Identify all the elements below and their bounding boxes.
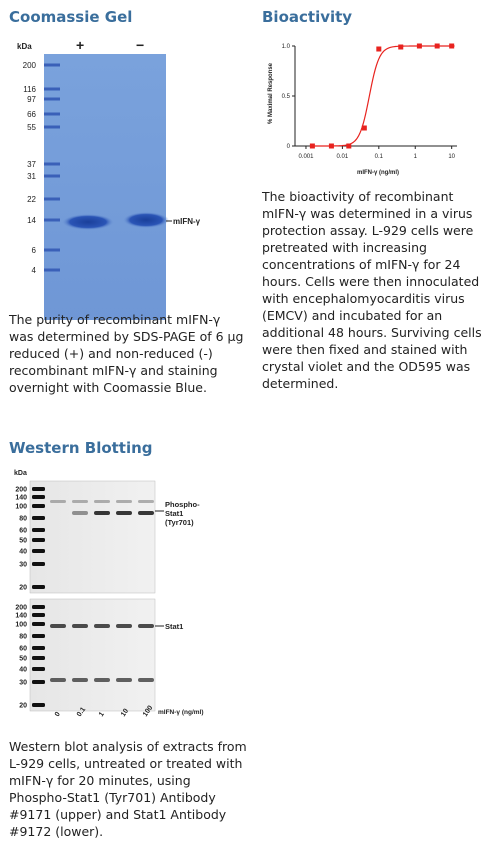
band-label: mIFN-γ [173, 217, 201, 226]
chart-points [310, 44, 454, 149]
lane-label: 1 [97, 710, 106, 719]
lower-band-30 [72, 678, 88, 682]
coomassie-gel-figure [6, 36, 206, 326]
marker-label: 55 [27, 123, 36, 132]
data-point [398, 45, 403, 50]
upper-label-1: Phospho- [165, 500, 200, 509]
ladder-band [44, 175, 60, 178]
upper-band-faint [72, 500, 88, 503]
marker-label: 200 [15, 486, 27, 494]
ladder-band [32, 656, 45, 660]
lane-label: 0 [53, 710, 62, 719]
marker-label: 30 [19, 561, 27, 569]
band-reduced [62, 214, 114, 230]
ladder-band [32, 680, 45, 684]
ladder-band [32, 667, 45, 671]
ladder-band [32, 504, 45, 508]
ladder-band [44, 269, 60, 272]
marker-label: 30 [19, 679, 27, 687]
x-tick-label: 0.001 [298, 154, 314, 160]
ladder-band [32, 538, 45, 542]
x-tick-label: 1 [413, 154, 417, 160]
marker-label: 20 [19, 702, 27, 710]
marker-label: 37 [27, 160, 36, 169]
upper-band-faint [94, 500, 110, 503]
marker-label: 22 [27, 195, 36, 204]
ladder-band [32, 646, 45, 650]
marker-label: 60 [19, 527, 27, 535]
data-point [376, 47, 381, 52]
data-point [362, 126, 367, 131]
lane-label: 0.1 [75, 706, 88, 719]
data-point [449, 44, 454, 49]
marker-label: 60 [19, 645, 27, 653]
marker-label: 97 [27, 95, 36, 104]
chart-ylabel: % Maximal Response [268, 62, 274, 124]
chart-fit-curve [312, 46, 454, 146]
marker-label: 4 [31, 266, 36, 275]
ladder-band [44, 249, 60, 252]
lower-band-30 [138, 678, 154, 682]
marker-label: 80 [19, 633, 27, 641]
marker-label: 100 [15, 621, 27, 629]
marker-label: 80 [19, 515, 27, 523]
chart-x-ticks [298, 146, 455, 160]
ladder-band [32, 528, 45, 532]
gel-background [44, 54, 166, 320]
band-nonreduced [123, 212, 169, 228]
ladder-band [32, 516, 45, 520]
x-tick-label: 0.01 [336, 154, 349, 160]
data-point [346, 144, 351, 149]
lower-band-30 [116, 678, 132, 682]
x-tick-label: 0.1 [374, 154, 383, 160]
stat1-band [116, 624, 132, 628]
marker-label: 66 [27, 110, 36, 119]
ladder-band [44, 198, 60, 201]
marker-label: 140 [15, 612, 27, 620]
lane-label: 10 [119, 707, 131, 719]
phospho-stat1-band [94, 511, 110, 515]
marker-label: 6 [31, 246, 36, 255]
upper-band-faint [116, 500, 132, 503]
ladder-band [32, 703, 45, 707]
ladder-band [44, 163, 60, 166]
x-tick-label: 10 [448, 154, 456, 160]
marker-labels [23, 61, 37, 275]
ladder-band [32, 562, 45, 566]
data-point [435, 44, 440, 49]
marker-label: 116 [23, 85, 36, 94]
western-caption: Western blot analysis of extracts from L-929 cells, untreated or treated with mIFN-γ for 20 minutes, using Phospho-Stat1 (Tyr701) Antibody #9171 (upper) and Stat1 Antibody #9172 (lower). [9, 739, 247, 839]
upper-label-2: Stat1 [165, 509, 184, 518]
upper-band-faint [138, 500, 154, 503]
marker-label: 50 [19, 537, 27, 545]
y-tick-label: 0 [286, 144, 290, 150]
upper-band-faint [50, 500, 66, 503]
stat1-band [94, 624, 110, 628]
upper-blot [30, 481, 155, 593]
ladder-band [32, 634, 45, 638]
phospho-stat1-band [138, 511, 154, 515]
phospho-stat1-band [116, 511, 132, 515]
bioactivity-caption: The bioactivity of recombinant mIFN-γ was determined in a virus protection assay. L-929 cells were pretreated with increasing concentrations of mIFN-γ for 24 hours. Cells were then innoculated with encephalomyocarditis virus (EMCV) and incubated for an additional 48 hours. Surviving cells were then fixed and stained with crystal violet and the OD595 was determined. [262, 189, 482, 391]
ladder-band [32, 622, 45, 626]
lower-band-30 [50, 678, 66, 682]
bioactivity-chart [262, 34, 482, 184]
coomassie-title: Coomassie Gel [9, 8, 133, 26]
ladder-band [44, 113, 60, 116]
coomassie-caption: The purity of recombinant mIFN-γ was determined by SDS-PAGE of 6 µg reduced (+) and non-reduced (-) recombinant mIFN-γ and staining overnight with Coomassie Blue. [9, 312, 244, 395]
marker-label: 200 [15, 604, 27, 612]
lanes-unit: mIFN-γ (ng/ml) [158, 709, 204, 716]
ladder-band [32, 549, 45, 553]
lane-label: 100 [141, 704, 155, 719]
ladder-band [44, 88, 60, 91]
ladder-band [32, 487, 45, 491]
ladder-band [32, 605, 45, 609]
marker-label: 40 [19, 666, 27, 674]
stat1-band [72, 624, 88, 628]
marker-label: 14 [27, 216, 36, 225]
marker-label: 50 [19, 655, 27, 663]
lower-label: Stat1 [165, 622, 184, 631]
western-blot-figure [8, 465, 238, 725]
lane-minus-label: − [136, 37, 145, 53]
ladder-band [44, 219, 60, 222]
data-point [310, 144, 315, 149]
upper-label-3: (Tyr701) [165, 518, 194, 527]
data-point [417, 44, 422, 49]
ladder-band [32, 495, 45, 499]
lower-band-30 [94, 678, 110, 682]
kda-label: kDa [17, 42, 32, 51]
marker-label: 40 [19, 548, 27, 556]
bioactivity-title: Bioactivity [262, 8, 353, 26]
ladder-band [32, 613, 45, 617]
marker-label: 200 [22, 61, 36, 70]
chart-y-ticks [282, 44, 295, 150]
western-title: Western Blotting [9, 439, 153, 457]
marker-label: 31 [27, 172, 36, 181]
ladder-band [44, 126, 60, 129]
marker-label: 20 [19, 584, 27, 592]
ladder-band [44, 64, 60, 67]
western-kda-label: kDa [14, 470, 27, 477]
ladder-band [44, 98, 60, 101]
y-tick-label: 0.5 [281, 94, 290, 100]
lane-plus-label: + [76, 37, 85, 53]
chart-xlabel: mIFN-γ (ng/ml) [357, 170, 399, 176]
data-point [329, 144, 334, 149]
y-tick-label: 1.0 [281, 44, 290, 50]
upper-marker-labels [15, 487, 27, 592]
lower-blot [30, 599, 155, 711]
lower-marker-labels [15, 605, 27, 710]
phospho-stat1-band [72, 511, 88, 515]
stat1-band [138, 624, 154, 628]
ladder-band [32, 585, 45, 589]
stat1-band [50, 624, 66, 628]
marker-label: 140 [15, 494, 27, 502]
marker-label: 100 [15, 503, 27, 511]
